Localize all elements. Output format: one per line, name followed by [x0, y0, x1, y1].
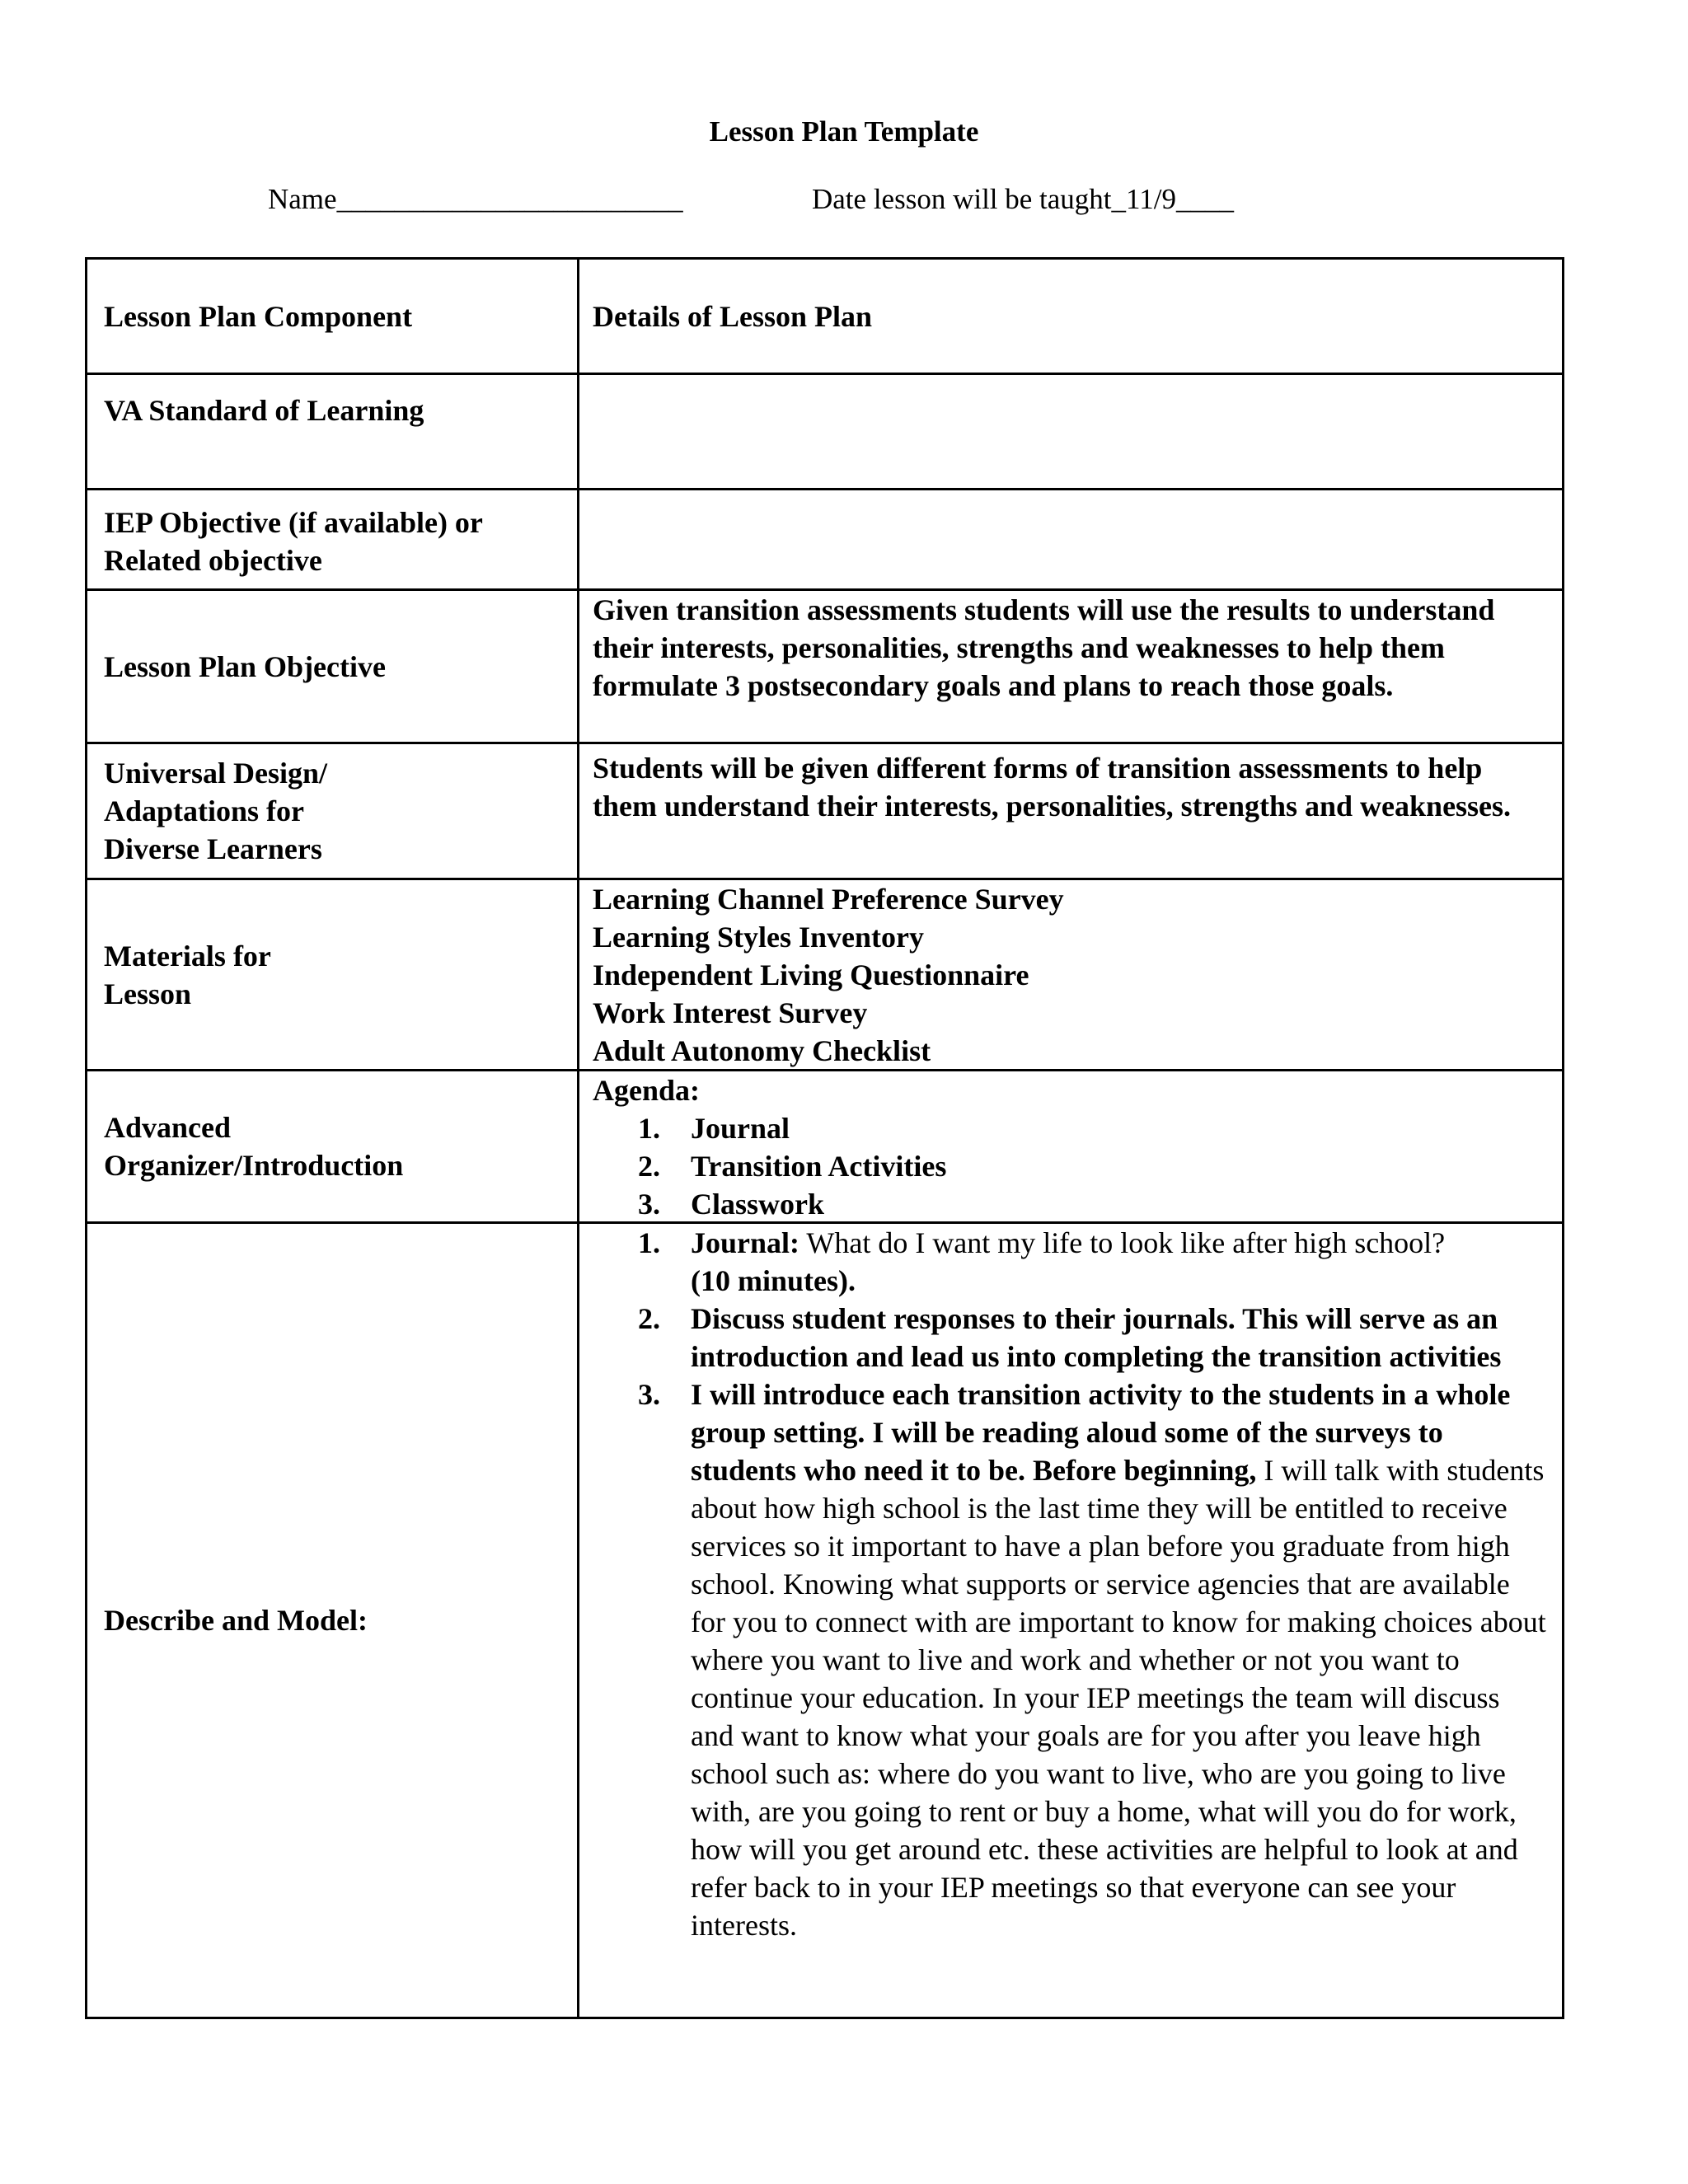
- row-label-materials: [87, 880, 579, 1071]
- list-item: 3. Classwork: [638, 1188, 825, 1221]
- agenda-list: [593, 1109, 1549, 1223]
- column-header-details-text: Details of Lesson Plan: [593, 299, 873, 333]
- list-item: [593, 1376, 1549, 1944]
- row-label-iep-objective: [87, 490, 579, 591]
- lesson-plan-table: [85, 257, 1564, 2019]
- step-number: 2.: [638, 1302, 660, 1335]
- advanced-organizer-label-line: Organizer/Introduction: [104, 1149, 404, 1182]
- universal-design-detail: Students will be given different forms of transition assessments to help them understand their interests, personalities, strengths and weaknesses.: [593, 752, 1512, 823]
- universal-design-label-line: Adaptations for: [104, 794, 305, 827]
- step-bold-text: Discuss student responses to their journals. This will serve as an introduction and lead us into completing the transition activities: [691, 1302, 1502, 1373]
- step-number: 3.: [638, 1378, 660, 1411]
- lesson-objective-label: Lesson Plan Objective: [104, 649, 386, 683]
- agenda-item-text: Transition Activities: [691, 1150, 947, 1183]
- step-normal-text: What do I want my life to look like after high school?: [799, 1226, 1446, 1259]
- material-item: Independent Living Questionnaire: [593, 958, 1029, 991]
- lesson-objective-detail: Given transition assessments students will use the results to understand their interests, personalities, strengths and weaknesses to help them formulate 3 postsecondary goals and plans to reach those goals.: [593, 593, 1495, 702]
- date-field-line: Date lesson will be taught_11/9____: [812, 183, 1234, 215]
- column-header-component-text: Lesson Plan Component: [104, 299, 413, 333]
- material-item: Learning Styles Inventory: [593, 921, 925, 954]
- list-item: [593, 1300, 1549, 1376]
- row-label-describe-model: [87, 1224, 579, 2017]
- step-normal-text: I will talk with students about how high school is the last time they will be entitled to receive services so it important to have a plan before you graduate from high school. Knowing what supports or service agencies that are available for you to connect with are important to know for making choices about where you want to live and work and whether or not you want to continue your education. In your IEP meetings the team will discuss and want to know what your goals are for you after you leave high school such as: where do you want to live, who are you going to live with, are you going to rent or buy a home, what will you do for work, how will you get around etc. these activities are helpful to look at and refer back to in your IEP meetings so that everyone can see your interests.: [691, 1454, 1546, 1942]
- materials-label-line: Lesson: [104, 977, 192, 1010]
- row-detail-materials: [579, 880, 1562, 1071]
- agenda-item-text: Journal: [691, 1112, 790, 1145]
- advanced-organizer-label-line: Advanced: [104, 1111, 232, 1144]
- materials-label-line: Materials for: [104, 939, 271, 972]
- agenda-item-text: Classwork: [691, 1188, 825, 1221]
- material-item: Learning Channel Preference Survey: [593, 883, 1064, 916]
- describe-model-label: Describe and Model:: [104, 1604, 368, 1637]
- name-field-line: Name________________________: [268, 183, 683, 215]
- row-detail-va-standard: [579, 375, 1562, 490]
- va-standard-label: VA Standard of Learning: [104, 394, 424, 427]
- row-label-lesson-objective: [87, 591, 579, 744]
- agenda-title: Agenda:: [593, 1074, 701, 1107]
- list-item: 1. Journal: [638, 1112, 790, 1145]
- row-label-advanced-organizer: [87, 1071, 579, 1224]
- universal-design-label-line: Universal Design/: [104, 757, 328, 790]
- row-detail-describe-model: [579, 1224, 1562, 2017]
- step-number: 1.: [638, 1226, 660, 1259]
- row-detail-advanced-organizer: [579, 1071, 1562, 1224]
- steps-list: [593, 1224, 1549, 1944]
- material-item: Adult Autonomy Checklist: [593, 1034, 931, 1067]
- row-detail-universal-design: [579, 744, 1562, 880]
- column-header-component: [87, 260, 579, 375]
- step-bold-tail: (10 minutes).: [691, 1264, 856, 1297]
- row-detail-iep-objective: [579, 490, 1562, 591]
- document-title: Lesson Plan Template: [709, 115, 979, 148]
- universal-design-label-line: Diverse Learners: [104, 832, 322, 865]
- iep-objective-label: IEP Objective (if available) or Related objective: [104, 506, 483, 577]
- list-item: 2. Transition Activities: [638, 1150, 947, 1183]
- column-header-details: [579, 260, 1562, 375]
- material-item: Work Interest Survey: [593, 996, 868, 1029]
- row-label-universal-design: [87, 744, 579, 880]
- row-label-va-standard: [87, 375, 579, 490]
- step-bold-text: Journal:: [691, 1226, 800, 1259]
- row-detail-lesson-objective: [579, 591, 1562, 744]
- step-bold-text: I will introduce each transition activity to the students in a whole group setting. I will be reading aloud some of the surveys to students who need it to be. Before beginning,: [691, 1378, 1511, 1487]
- list-item: [593, 1224, 1549, 1300]
